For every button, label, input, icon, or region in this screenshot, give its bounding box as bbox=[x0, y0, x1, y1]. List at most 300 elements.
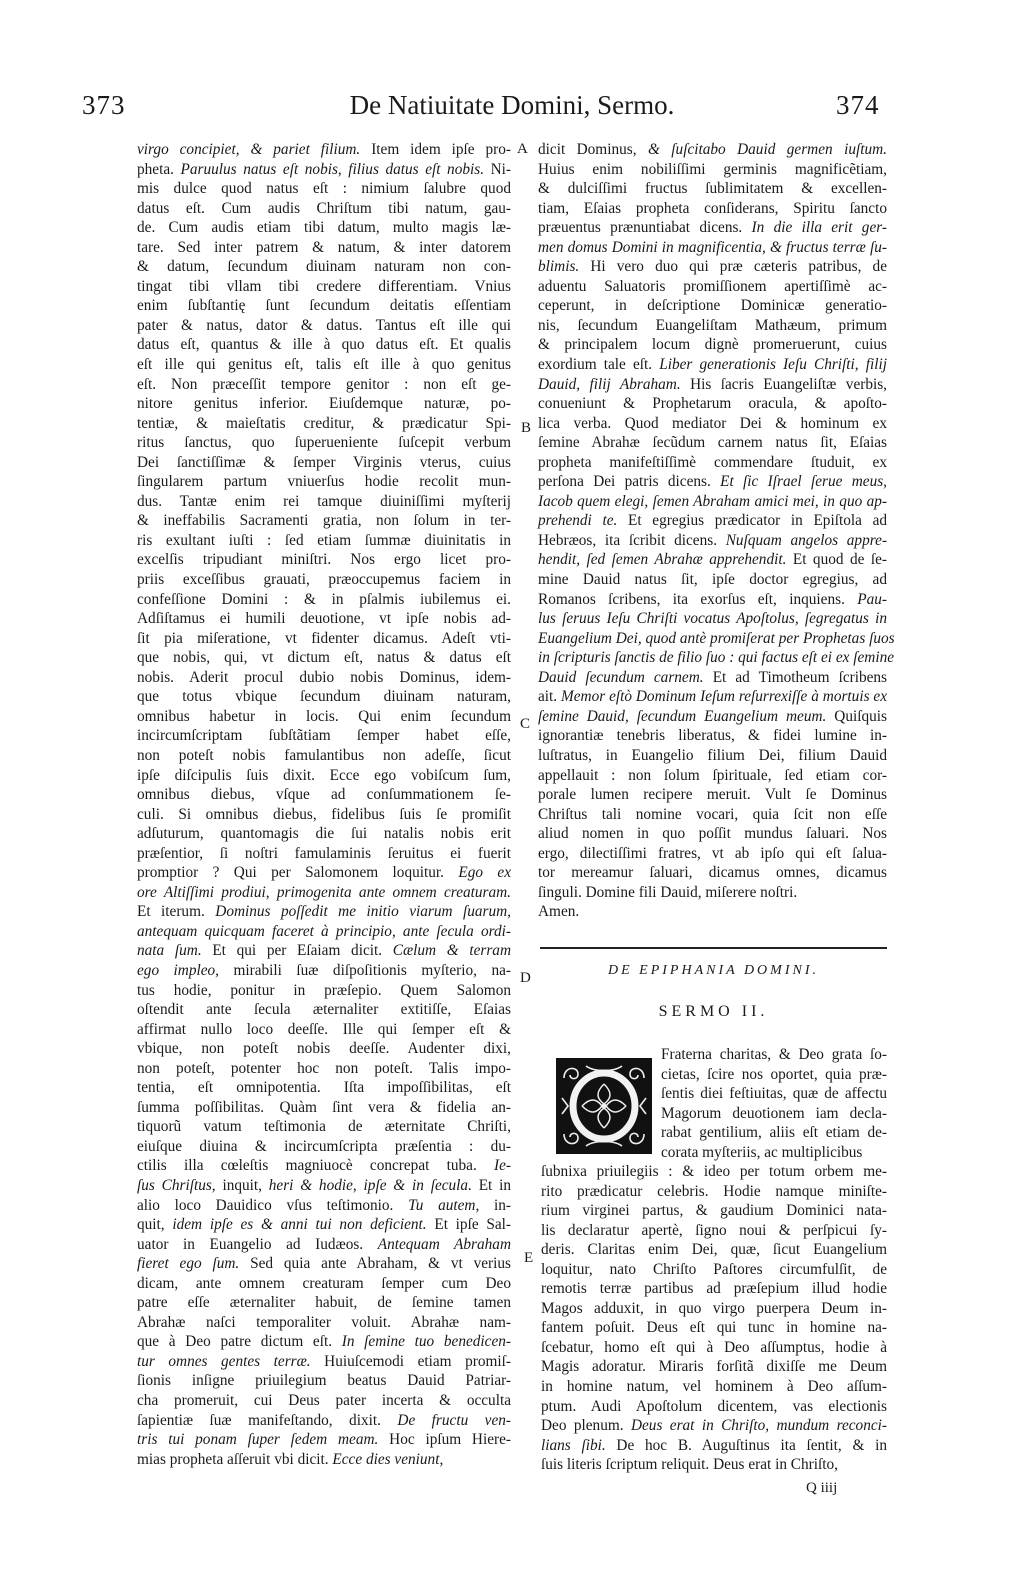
text-line bbox=[538, 179, 887, 199]
text-segment: & datum, ſecundum diuinam naturam non con- bbox=[137, 258, 511, 276]
text-line bbox=[538, 844, 887, 864]
text-line bbox=[541, 1299, 887, 1319]
italic-quotation: De fructu ven- bbox=[397, 1411, 511, 1429]
text-segment: De hoc B. Auguſtinus ita ſentit, & in bbox=[605, 1436, 887, 1454]
text-segment: ipſe diſcipulis ſuis dixit. Ecce ego vobiſcum ſum, bbox=[137, 766, 511, 784]
text-segment: non poteſt nobis famulantibus non adeſſe, ſicut bbox=[137, 746, 511, 764]
text-segment: in- bbox=[479, 1196, 511, 1214]
text-line bbox=[137, 1215, 511, 1235]
text-segment: Fraterna charitas, & Deo grata ſo- bbox=[661, 1046, 887, 1063]
text-line bbox=[541, 1221, 887, 1241]
text-segment: mias propheta aſſeruit vbi dicit. bbox=[137, 1450, 333, 1468]
section-title: DE EPIPHANIA DOMINI. bbox=[608, 963, 819, 978]
italic-quotation: heri & hodie, ipſe & in ſecula. bbox=[268, 1176, 472, 1194]
text-line bbox=[137, 1098, 511, 1118]
italic-quotation: Dauid, filij Abraham. bbox=[538, 375, 681, 393]
text-segment: eiuſque diuina & incircumſcripta præſentia : du- bbox=[137, 1137, 511, 1155]
text-line bbox=[137, 785, 511, 805]
text-segment: & ineffabilis Sacramenti gratia, non ſolum in ter- bbox=[137, 512, 511, 530]
text-segment: ceperunt, in deſcriptione Dominicæ generatio- bbox=[538, 297, 887, 315]
text-segment: que nobis, qui, vt dictum eſt, natus & datus eſt bbox=[137, 649, 511, 667]
text-segment: conueniunt & Prophetarum oracula, & apoſto- bbox=[538, 395, 887, 413]
text-line bbox=[137, 394, 511, 414]
text-segment: Deo plenum. bbox=[541, 1417, 631, 1435]
text-segment: fantem poſuit. Deus eſt qui tunc in homine na- bbox=[541, 1319, 887, 1337]
text-line bbox=[137, 218, 511, 238]
text-segment: Dei ſanctiſſimæ & ſemper Virginis vterus, cuius bbox=[137, 453, 511, 471]
text-segment: que à Deo patre dictum eſt. bbox=[137, 1333, 342, 1351]
text-segment: aduentu Saluatoris promiſſionem apertiſſimè ac- bbox=[538, 277, 887, 295]
text-segment: ſemine Abrahæ ſecũdum carnem natus ſit, Eſaias bbox=[538, 434, 887, 452]
italic-quotation: Et ſic Iſrael ſerue meus, bbox=[720, 473, 887, 491]
text-line bbox=[137, 160, 511, 180]
text-segment: de. Cum audis etiam tibi datum, multo magis læ- bbox=[137, 219, 511, 237]
signature-mark: Q iiij bbox=[806, 1480, 838, 1496]
italic-quotation: Paruulus natus eſt nobis, filius datus eſt nobis. bbox=[180, 160, 485, 178]
text-line bbox=[137, 1332, 511, 1352]
left-column bbox=[137, 140, 511, 1469]
text-segment: affirmat nullo loco deeſſe. Ille qui ſemper eſt & bbox=[137, 1020, 511, 1038]
text-line bbox=[137, 629, 511, 649]
text-line bbox=[137, 883, 511, 903]
text-segment: rabat gentilium, aliis eſt etiam de- bbox=[661, 1124, 887, 1142]
text-line bbox=[538, 355, 887, 375]
text-segment: cietas, ſcire nos oportet, quia præ- bbox=[661, 1065, 887, 1083]
text-segment: Magis adoratur. Miraris forſitã dixiſſe me Deum bbox=[541, 1358, 887, 1376]
text-segment: patre eſſe æternaliter habuit, de ſemine tamen bbox=[137, 1294, 511, 1312]
italic-quotation: Antequam Abraham bbox=[377, 1235, 511, 1253]
right-column bbox=[538, 140, 895, 922]
text-segment: quit, bbox=[137, 1216, 173, 1234]
text-segment: enim ſubſtantię ſunt ſecundum deitatis eſſentiam bbox=[137, 297, 511, 315]
text-segment: ſcebatur, homo eſt qui à Deo aſſumptus, hodie à bbox=[541, 1338, 887, 1356]
text-line bbox=[137, 375, 511, 395]
text-line bbox=[538, 238, 887, 258]
text-line bbox=[538, 785, 887, 805]
text-segment: Romanos ſcribens, ita exorſus eſt, inquiens. bbox=[538, 590, 858, 608]
italic-quotation: idem ipſe es & anni tui non deficient. bbox=[172, 1216, 427, 1234]
text-line bbox=[137, 1059, 511, 1079]
text-line bbox=[538, 629, 895, 649]
text-segment: tiam, Eſaias propheta conſiderans, Spiritu ſancto bbox=[538, 199, 887, 217]
text-segment: Et egregius prædicator in Epiſtola ad bbox=[617, 512, 888, 530]
italic-quotation: nata ſum. bbox=[137, 942, 202, 960]
text-line bbox=[538, 277, 887, 297]
text-line bbox=[137, 296, 511, 316]
text-segment: luſtratus, in Euangelio filium Dei, filium Dauid bbox=[538, 746, 887, 764]
italic-quotation: Memor eſtò Dominum Ieſum reſurrexiſſe à mortuis ex bbox=[561, 688, 887, 706]
italic-quotation: ore Altiſſimi prodiui, primogenita ante omnem creaturam. bbox=[137, 883, 511, 901]
text-segment: aliud nomen in quo poſſit mundus ſaluari. Nos bbox=[538, 825, 887, 843]
epiphany-opening-text bbox=[661, 1045, 887, 1162]
text-line bbox=[137, 472, 511, 492]
text-line bbox=[137, 453, 511, 473]
text-segment: mis dulce quod natus eſt : nimium ſalubre quod bbox=[137, 180, 511, 198]
text-line bbox=[137, 531, 511, 551]
text-line bbox=[538, 394, 887, 414]
text-segment: promptior ? Qui per Salomonem loquitur. bbox=[137, 864, 459, 882]
text-segment: Quiſquis bbox=[826, 707, 887, 725]
text-line bbox=[137, 179, 511, 199]
text-segment: ſit pia miſeratione, vt fidenter dicamus. Adeſt vti- bbox=[137, 629, 511, 647]
text-line bbox=[137, 511, 511, 531]
text-segment: Hi vero duo qui præ cæteris patribus, de bbox=[579, 258, 887, 276]
text-line bbox=[137, 902, 511, 922]
italic-quotation: Ego ex bbox=[458, 864, 511, 882]
text-segment: Hoc ipſum Hiere- bbox=[378, 1431, 511, 1449]
text-segment: Huius enim nobiliſſimi germinis magnificẽtiam, bbox=[538, 160, 887, 178]
text-segment: datus eſt, quantus & ille à quo datus eſt. Et qualis bbox=[137, 336, 511, 354]
text-segment: deris. Claritas enim Dei, quæ, ſicut Euangelium bbox=[541, 1241, 887, 1259]
text-segment: & dulciſſimi fructus ſublimitatem & excellen- bbox=[538, 180, 887, 198]
text-line bbox=[137, 726, 511, 746]
text-line bbox=[137, 707, 511, 727]
text-segment: Et ipſe Sal- bbox=[426, 1216, 511, 1234]
text-line bbox=[137, 941, 511, 961]
text-segment: nitore genitus inferior. Eiuſdemque naturæ, po- bbox=[137, 395, 511, 413]
italic-quotation: Ie- bbox=[494, 1157, 511, 1175]
text-line bbox=[137, 1450, 511, 1470]
text-line bbox=[538, 590, 887, 610]
text-segment: ſionis inſigne priuilegium beatus Dauid Patriar- bbox=[137, 1372, 511, 1390]
text-segment: exordium tale eſt. bbox=[538, 356, 660, 374]
text-segment: præſentior, ſi noſtri famulaminis ſeruitus ei fuerit bbox=[137, 844, 511, 862]
italic-quotation: ego impleo, bbox=[137, 961, 220, 979]
text-line bbox=[538, 707, 887, 727]
text-segment: dus. Tantæ enim rei tamque diuiniſſimi myſterij bbox=[137, 492, 511, 510]
epiphany-body-text bbox=[541, 1162, 887, 1475]
text-segment: ris exultant iuſti : ſed etiam ſummæ diuinitatis in bbox=[137, 531, 511, 549]
italic-quotation: Dominus poſſedit me initio viarum ſuarum, bbox=[215, 903, 511, 921]
running-title: De Natiuitate Domini, Sermo. bbox=[349, 90, 675, 120]
text-line bbox=[538, 433, 887, 453]
text-segment: propheta manifeſtiſſimè commendare ſtuduit, ex bbox=[538, 453, 887, 471]
text-line bbox=[538, 668, 887, 688]
text-segment: eſt. Non præceſſit tempore genitor : non eſt ge- bbox=[137, 375, 511, 393]
text-segment: rium virginei partus, & gaudium Dominici nata- bbox=[541, 1202, 887, 1220]
margin-letter-b: B bbox=[521, 420, 532, 436]
text-line bbox=[538, 531, 887, 551]
sermon-number: SERMO II. bbox=[658, 1003, 769, 1020]
text-segment: Et ad Timotheum ſcribens bbox=[703, 668, 887, 686]
text-line bbox=[541, 1416, 887, 1436]
italic-quotation: lians ſibi. bbox=[541, 1436, 606, 1454]
text-segment: perſona Dei patris dicens. bbox=[538, 473, 721, 491]
text-line bbox=[137, 570, 511, 590]
text-line bbox=[137, 824, 511, 844]
text-line bbox=[137, 414, 511, 434]
text-line bbox=[538, 570, 887, 590]
italic-quotation: Liber generationis Ieſu Chriſti, filij bbox=[659, 356, 887, 374]
text-line bbox=[538, 472, 887, 492]
italic-quotation: Iacob quem elegi, ſemen Abraham amici mei, in quo ap- bbox=[538, 492, 887, 510]
italic-quotation: antequam quicquam faceret à principio, ante ſecula ordi- bbox=[137, 922, 511, 940]
text-line bbox=[661, 1143, 887, 1163]
text-line bbox=[541, 1279, 887, 1299]
text-line bbox=[137, 1156, 511, 1176]
text-segment: Amen. bbox=[538, 903, 580, 921]
text-line bbox=[538, 726, 887, 746]
text-line bbox=[661, 1104, 887, 1124]
text-segment: tentia, eſt omnipotentia. Iſta impoſſibilitas, eſt bbox=[137, 1079, 511, 1097]
text-segment: excelſis tripudiant miniſtri. Nos ergo licet pro- bbox=[137, 551, 511, 569]
text-segment: Et in bbox=[471, 1176, 511, 1194]
text-line bbox=[538, 296, 887, 316]
text-segment: vbique, non poteſt nobis deeſſe. Audenter dixi, bbox=[137, 1040, 511, 1058]
text-segment: oſtendit ante ſecula æternaliter extitiſſe, Eſaias bbox=[137, 1001, 511, 1019]
text-line bbox=[538, 609, 887, 629]
text-segment: & principalem locum dignè promeruerunt, cuius bbox=[538, 336, 887, 354]
text-segment: mirabili ſuæ diſpoſitionis myſterio, na- bbox=[219, 961, 511, 979]
text-line bbox=[541, 1338, 887, 1358]
text-segment: loquitur, nato Chriſto Paſtores circumfulſit, de bbox=[541, 1260, 887, 1278]
text-line bbox=[137, 687, 511, 707]
text-segment: priis exceſſibus grauati, præoccupemus faciem in bbox=[137, 571, 511, 589]
text-line bbox=[137, 238, 511, 258]
text-line bbox=[137, 1176, 511, 1196]
section-divider bbox=[540, 947, 887, 949]
text-segment: omnibus habetur in locis. Qui enim ſecundum bbox=[137, 707, 511, 725]
italic-quotation: blimis. bbox=[538, 258, 580, 276]
text-segment: His ſacris Euangeliſtæ verbis, bbox=[680, 375, 888, 393]
text-line bbox=[137, 1196, 511, 1216]
text-line bbox=[538, 550, 887, 570]
text-line bbox=[538, 316, 887, 336]
text-segment: ctilis illa cœleſtis magniuocè concrepat tuba. bbox=[137, 1157, 495, 1175]
text-line bbox=[661, 1084, 887, 1104]
text-segment: ignorantiæ tenebris liberatus, & fidei lumine in- bbox=[538, 727, 887, 745]
text-segment: Abrahæ naſci temporaliter voluit. Abrahæ nam- bbox=[137, 1313, 511, 1331]
text-line bbox=[541, 1240, 887, 1260]
text-line bbox=[538, 160, 887, 180]
italic-quotation: hendit, ſed ſemen Abrahæ apprehendit. bbox=[538, 551, 787, 569]
text-line bbox=[538, 863, 887, 883]
text-line bbox=[538, 746, 887, 766]
text-line bbox=[661, 1123, 887, 1143]
text-segment: pater & natus, dator & datus. Tantus eſt ille qui bbox=[137, 316, 511, 334]
text-segment: eſt ille qui genitus eſt, talis eſt ille à quo genitus bbox=[137, 356, 511, 374]
text-segment: mine Dauid natus ſit, ipſe doctor egregius, ad bbox=[538, 571, 887, 589]
text-segment: confeſſione Domini : & in pſalmis iubilemus ei. bbox=[137, 590, 511, 608]
italic-quotation: Euangelium Dei, quod antè promiſerat per Prophetas ſuos bbox=[538, 629, 895, 647]
text-segment: appellauit : non ſolum ſpirituale, ſed etiam cor- bbox=[538, 766, 887, 784]
text-segment: culi. Si omnibus diebus, fidelibus ſuis ſe promiſit bbox=[137, 805, 511, 823]
text-segment: inquit, bbox=[215, 1176, 269, 1194]
text-line bbox=[538, 511, 887, 531]
text-segment: nobis. Aderit procul dubio nobis Dominus, idem- bbox=[137, 668, 511, 686]
italic-quotation: lus ſeruus Ieſu Chriſti vocatus Apoſtolus, ſegregatus in bbox=[538, 610, 887, 628]
text-segment: tentiæ, & maieſtatis creditur, & prædicatur Spi- bbox=[137, 414, 511, 432]
text-line bbox=[137, 590, 511, 610]
italic-quotation: Tu autem, bbox=[408, 1196, 480, 1214]
ornamental-dropcap-icon bbox=[556, 1058, 652, 1154]
text-line bbox=[137, 844, 511, 864]
italic-quotation: In die illa erit ger- bbox=[751, 219, 887, 237]
text-segment: Sed quia ante Abraham, & vt verius bbox=[239, 1255, 512, 1273]
italic-quotation: tur omnes gentes terræ. bbox=[137, 1352, 311, 1370]
text-segment: ſubnixa priuilegiis : & ideo per totum orbem me- bbox=[541, 1163, 887, 1180]
text-line bbox=[137, 199, 511, 219]
text-line bbox=[137, 1430, 511, 1450]
text-segment: tare. Sed inter patrem & natum, & inter datorem bbox=[137, 238, 511, 256]
text-segment: non poteſt, potenter hoc non poteſt. Talis impo- bbox=[137, 1059, 511, 1077]
text-segment: Et qui per Eſaiam dicit. bbox=[201, 942, 393, 960]
text-segment: ſinguli. Domine fili Dauid, miſerere noſtri. bbox=[538, 883, 798, 901]
text-line bbox=[137, 922, 511, 942]
text-segment: ſentis diei feſtiuitas, quæ de affectu bbox=[661, 1085, 887, 1103]
text-segment: in homine natum, vel hominem à Deo aſſum- bbox=[541, 1378, 887, 1396]
text-line bbox=[661, 1065, 887, 1085]
italic-quotation: in ſcripturis ſanctis de filio ſuo : qui factus eſt ei ex ſemine bbox=[538, 649, 895, 667]
italic-quotation: & ſuſcitabo Dauid germen iuſtum. bbox=[647, 141, 887, 158]
margin-letter-d: D bbox=[520, 970, 531, 986]
text-line bbox=[538, 492, 887, 512]
text-line bbox=[541, 1377, 887, 1397]
text-line bbox=[137, 1411, 511, 1431]
text-line bbox=[137, 805, 511, 825]
text-line bbox=[137, 1371, 511, 1391]
text-segment: remotis terræ partibus ad præſepium illud hodie bbox=[541, 1280, 887, 1298]
margin-letter-c: C bbox=[520, 716, 531, 732]
text-line bbox=[137, 1352, 511, 1372]
text-line bbox=[137, 433, 511, 453]
text-line bbox=[541, 1201, 887, 1221]
text-line bbox=[538, 687, 887, 707]
text-segment: corata myſteriis, ac multiplicibus bbox=[661, 1143, 863, 1161]
text-line bbox=[541, 1318, 887, 1338]
text-line bbox=[661, 1045, 887, 1065]
text-line bbox=[137, 140, 511, 160]
text-line bbox=[541, 1397, 887, 1417]
text-line bbox=[538, 453, 887, 473]
text-line bbox=[137, 668, 511, 688]
text-line bbox=[541, 1436, 887, 1456]
text-segment: rito prædicatur celebris. Hodie namque miniſte- bbox=[541, 1182, 887, 1200]
page-header bbox=[0, 90, 1024, 130]
text-segment: datus eſt. Cum audis Chriſtum tibi natum, gau- bbox=[137, 199, 511, 217]
text-segment: Adſiſtamus ei humili deuotione, vt ipſe nobis ad- bbox=[137, 610, 511, 628]
text-segment: porale lumen recipere meruit. Vult ſe Dominus bbox=[538, 786, 887, 804]
text-segment: que totus vbique ſecundum diuinam naturam, bbox=[137, 688, 511, 706]
text-line bbox=[137, 1254, 511, 1274]
text-line bbox=[137, 257, 511, 277]
text-segment: Chriſtus tali nomine vocari, quia ſcit non eſſe bbox=[538, 805, 887, 823]
italic-quotation: prehendi te. bbox=[538, 512, 618, 530]
margin-letter-e: E bbox=[524, 1250, 534, 1266]
text-segment: tingat tibi vllam tibi credere differentiam. Vnius bbox=[137, 277, 511, 295]
italic-quotation: Cælum & terram bbox=[392, 942, 512, 960]
text-line bbox=[137, 1117, 511, 1137]
text-segment: Huiuſcemodi etiam promiſ- bbox=[310, 1352, 512, 1370]
italic-quotation: ſus Chriſtus, bbox=[137, 1176, 216, 1194]
text-line bbox=[538, 883, 887, 903]
text-line bbox=[541, 1260, 887, 1280]
text-line bbox=[541, 1357, 887, 1377]
text-line bbox=[137, 1000, 511, 1020]
text-segment: incircumſcriptam ſubſtãtiam ſemper habet eſſe, bbox=[137, 727, 511, 745]
italic-quotation: Pau- bbox=[857, 590, 887, 608]
text-line bbox=[137, 746, 511, 766]
text-segment: ptum. Audi Apoſtolum dicentem, vas electionis bbox=[541, 1397, 887, 1415]
text-line bbox=[541, 1182, 887, 1202]
text-line bbox=[137, 1078, 511, 1098]
text-segment: dicam, ante omnem creaturam ſemper cum Deo bbox=[137, 1274, 511, 1292]
text-line bbox=[538, 766, 887, 786]
text-segment: ergo, dilectiſſimi fratres, vt ab ipſo qui eſt ſalua- bbox=[538, 844, 887, 862]
text-line bbox=[137, 355, 511, 375]
text-segment: lica verba. Quod mediator Dei & hominum ex bbox=[538, 414, 887, 432]
text-segment: ſapientiæ ſuæ manifeſtando, dixit. bbox=[137, 1411, 398, 1429]
text-line bbox=[538, 824, 887, 844]
text-line bbox=[538, 648, 895, 668]
italic-quotation: tris tui ponam ſuper ſedem meam. bbox=[137, 1431, 379, 1449]
italic-quotation: fieret ego ſum. bbox=[137, 1255, 240, 1273]
text-segment: Ni- bbox=[484, 160, 511, 178]
text-segment: tus hodie, ponitur in præſepio. Quem Salomon bbox=[137, 981, 511, 999]
text-segment: Magorum deuotionem iam decla- bbox=[661, 1104, 887, 1122]
text-segment: cha promeruit, cui Deus pater incerta & occulta bbox=[137, 1392, 511, 1409]
text-line bbox=[137, 648, 511, 668]
text-segment: nis, ſecundum Euangeliſtam Mathæum, primum bbox=[538, 316, 887, 334]
text-segment: Et iterum. bbox=[137, 903, 216, 921]
text-line bbox=[137, 1313, 511, 1333]
text-line bbox=[538, 199, 887, 219]
text-segment: ſumma poſſibilitas. Quàm ſint vera & fidelia an- bbox=[137, 1098, 511, 1116]
text-line bbox=[137, 766, 511, 786]
italic-quotation: Dauid ſecundum carnem. bbox=[538, 668, 704, 686]
text-line bbox=[137, 550, 511, 570]
text-segment: Magos adduxit, in quo virgo puerpera Deum in- bbox=[541, 1299, 887, 1317]
text-segment: adſuturum, quantomagis die ſui natalis nobis erit bbox=[137, 825, 511, 843]
text-segment: ritus ſanctus, quo ſuperueniente ſuſcepit verbum bbox=[137, 434, 511, 452]
text-segment: lis declaratur apertè, ſigno noui & perſpicui ſy- bbox=[541, 1221, 887, 1239]
text-segment: tor mereamur ſaluari, dicamus omnes, dicamus bbox=[538, 864, 887, 882]
text-line bbox=[541, 1162, 887, 1182]
text-segment: uator in Euangelio ad Iudæos. bbox=[137, 1235, 378, 1253]
italic-quotation: Nuſquam angelos appre- bbox=[725, 531, 888, 549]
text-line bbox=[137, 335, 511, 355]
italic-quotation: virgo concipiet, & pariet filium. bbox=[137, 141, 361, 158]
right-page-number: 374 bbox=[836, 90, 880, 120]
text-segment: ait. bbox=[538, 688, 561, 706]
text-segment: Hebræos, ita ſcribit dicens. bbox=[538, 531, 726, 549]
left-page-number: 373 bbox=[82, 90, 126, 120]
text-line bbox=[137, 1293, 511, 1313]
italic-quotation: Ecce dies veniunt, bbox=[332, 1450, 444, 1468]
text-line bbox=[538, 902, 887, 922]
text-line bbox=[137, 1020, 511, 1040]
text-line bbox=[137, 1274, 511, 1294]
italic-quotation: ſemine Dauid, ſecundum Euangelium meum. bbox=[538, 707, 827, 725]
text-line bbox=[538, 335, 887, 355]
text-line bbox=[137, 981, 511, 1001]
text-segment: dicit Dominus, bbox=[538, 141, 648, 158]
text-line bbox=[137, 609, 511, 629]
text-segment: pheta. bbox=[137, 160, 181, 178]
text-line bbox=[137, 1137, 511, 1157]
text-line bbox=[137, 1391, 511, 1411]
italic-quotation: In ſemine tuo benedicen- bbox=[341, 1333, 511, 1351]
text-line bbox=[137, 316, 511, 336]
text-segment: ſingularem partum vniuerſus hodie recolit mun- bbox=[137, 473, 511, 491]
text-line bbox=[137, 961, 511, 981]
text-line bbox=[137, 492, 511, 512]
text-segment: Et quod de ſe- bbox=[786, 551, 888, 569]
text-line bbox=[538, 414, 887, 434]
text-line bbox=[137, 1235, 511, 1255]
italic-quotation: Deus erat in Chriſto, mundum reconci- bbox=[630, 1417, 887, 1435]
text-segment: Item idem ipſe pro- bbox=[360, 141, 511, 158]
